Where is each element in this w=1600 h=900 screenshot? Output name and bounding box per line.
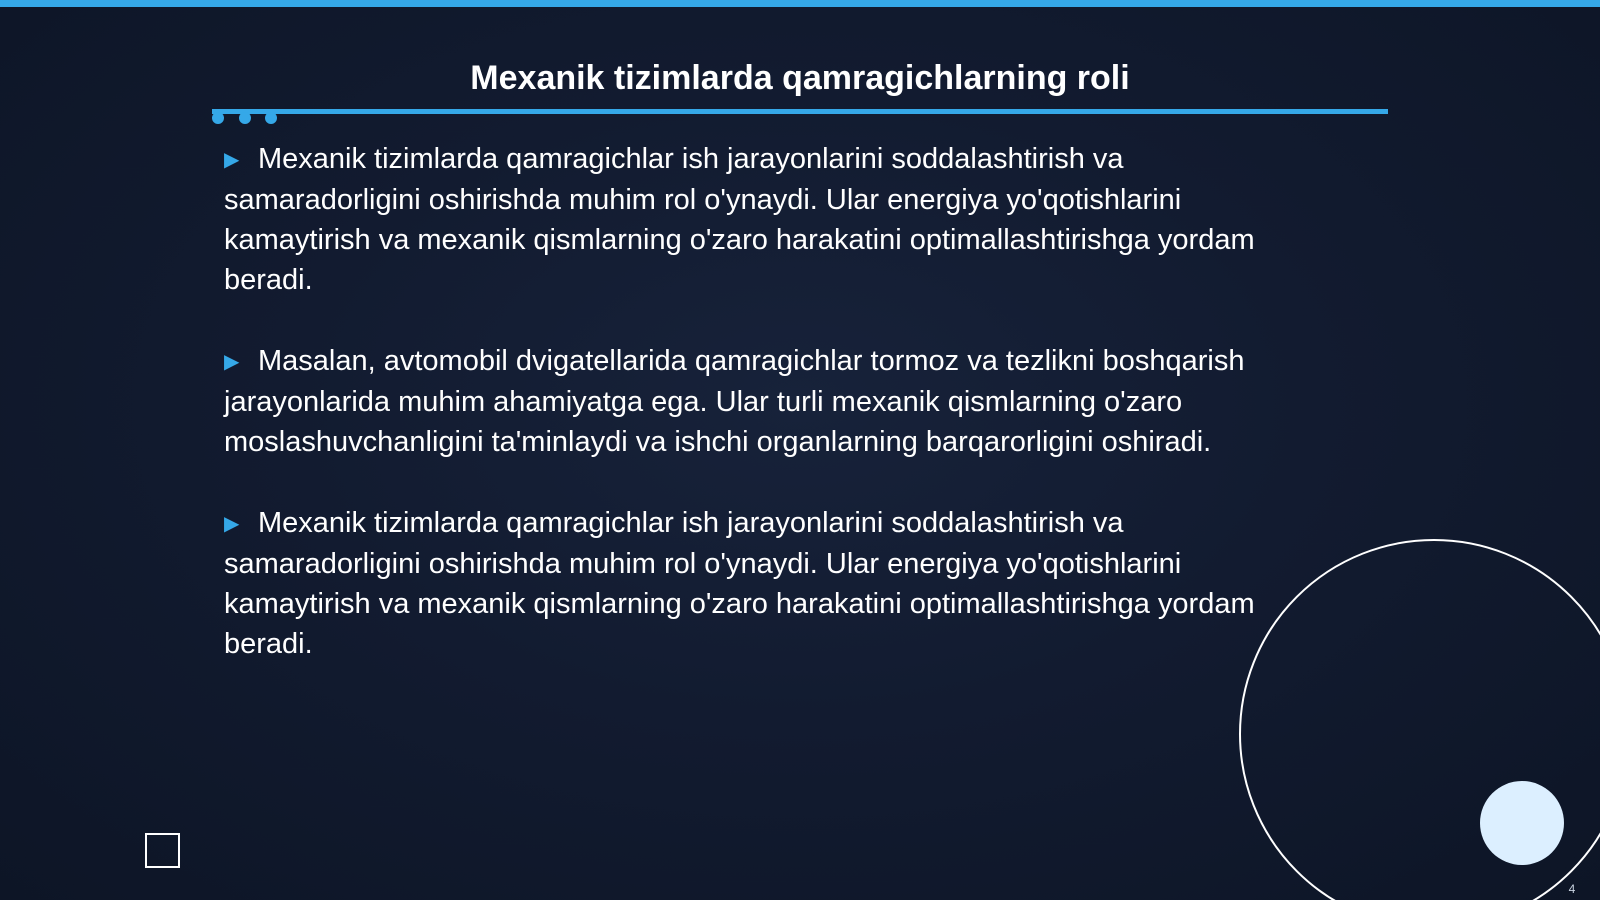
triangle-right-icon: ▶ <box>224 513 240 535</box>
decorative-dot-3 <box>265 112 277 124</box>
triangle-right-icon: ▶ <box>224 149 240 171</box>
decorative-dot-1 <box>212 112 224 124</box>
bullet-list <box>224 139 1324 705</box>
decorative-square <box>145 833 180 868</box>
title-underline <box>212 109 1388 114</box>
bullet-item <box>224 503 1324 664</box>
bullet-item <box>224 341 1324 462</box>
top-accent-bar <box>0 0 1600 7</box>
bullet-text: Masalan, avtomobil dvigatellarida qamragichlar tormoz va tezlikni boshqarish jarayonlarida muhim ahamiyatga ega. Ular turli mexanik qismlarning o'zaro moslashuvchanligini ta'minlaydi va ishchi organlarning barqarorligini oshiradi. <box>224 345 1245 458</box>
decorative-disc <box>1480 781 1564 865</box>
bullet-text: Mexanik tizimlarda qamragichlar ish jarayonlarini soddalashtirish va samaradorligini oshirishda muhim rol o'ynaydi. Ular energiya yo'qotishlarini kamaytirish va mexanik qismlarning o'zaro harakatini optimallashtirishga yordam beradi. <box>224 507 1255 660</box>
bullet-item <box>224 139 1324 300</box>
decorative-dot-2 <box>239 112 251 124</box>
triangle-right-icon: ▶ <box>224 351 240 373</box>
slide-title: Mexanik tizimlarda qamragichlarning roli <box>470 59 1130 97</box>
bullet-text: Mexanik tizimlarda qamragichlar ish jarayonlarini soddalashtirish va samaradorligini oshirishda muhim rol o'ynaydi. Ular energiya yo'qotishlarini kamaytirish va mexanik qismlarning o'zaro harakatini optimallashtirishga yordam beradi. <box>224 143 1255 296</box>
page-number: 4 <box>1568 882 1576 896</box>
